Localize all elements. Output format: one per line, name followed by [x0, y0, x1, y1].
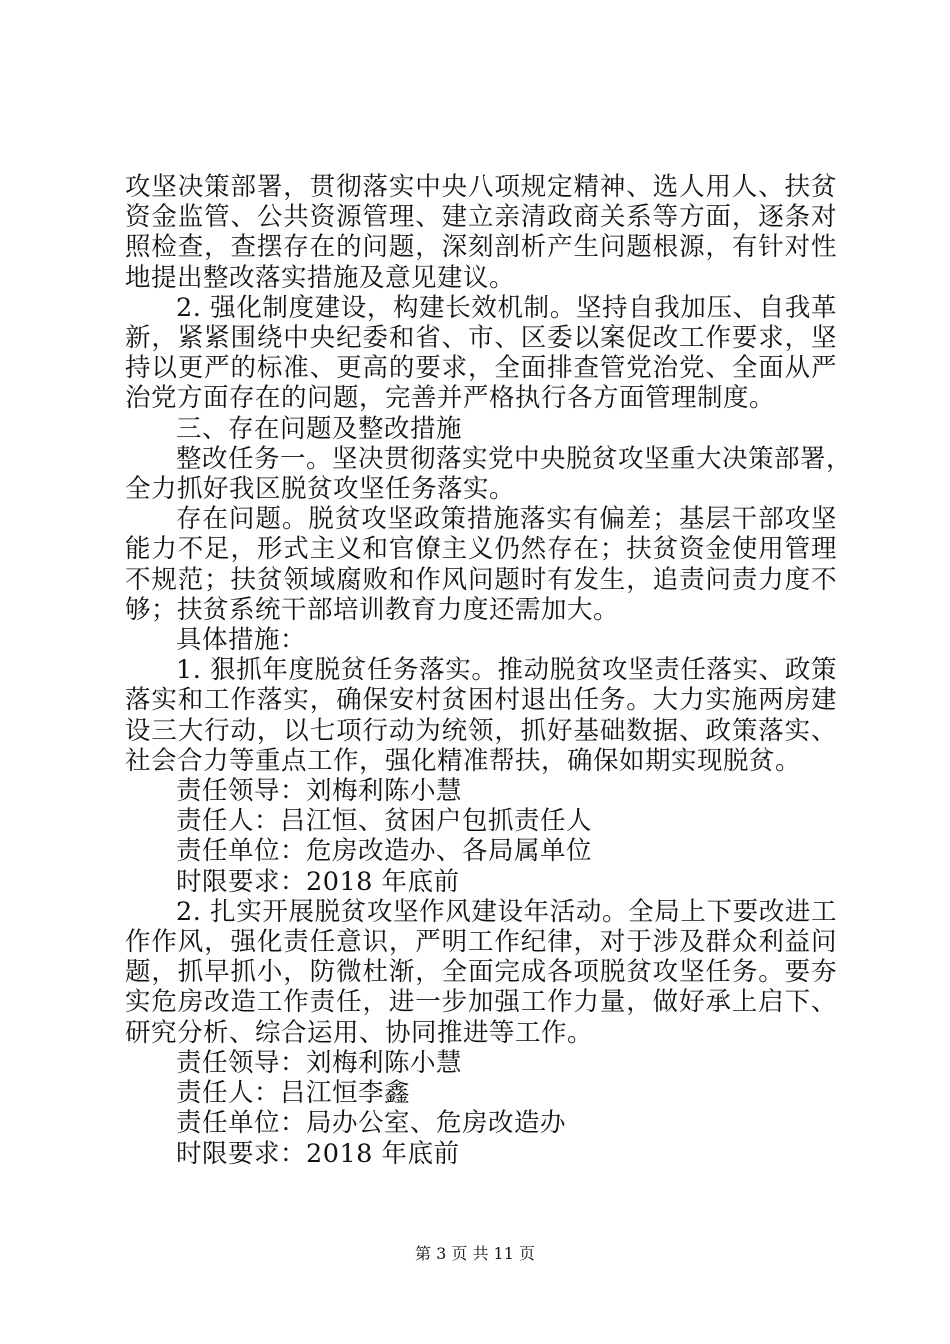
text-line: 照检查，查摆存在的问题，深刻剖析产生问题根源，有针对性	[125, 232, 837, 263]
text-line: 作作风，强化责任意识，严明工作纪律，对于涉及群众利益问	[125, 927, 837, 958]
text-line: 1. 狠抓年度脱贫任务落实。推动脱贫攻坚责任落实、政策	[176, 655, 837, 686]
text-line: 责任领导：刘梅利陈小慧	[176, 776, 463, 807]
text-line: 时限要求：2018 年底前	[176, 866, 460, 897]
text-line: 整改任务一。坚决贯彻落实党中央脱贫攻坚重大决策部署，	[176, 443, 853, 474]
text-line: 2. 强化制度建设，构建长效机制。坚持自我加压、自我革	[176, 292, 837, 323]
text-line: 能力不足，形式主义和官僚主义仍然存在；扶贫资金使用管理	[125, 534, 837, 565]
text-line: 具体措施：	[176, 625, 307, 656]
text-line: 落实和工作落实，确保安村贫困村退出任务。大力实施两房建	[125, 685, 837, 716]
text-line: 责任单位：危房改造办、各局属单位	[176, 836, 593, 867]
text-line: 实危房改造工作责任，进一步加强工作力量，做好承上启下、	[125, 987, 837, 1018]
text-line: 持以更严的标准、更高的要求，全面排查管党治党、全面从严	[125, 353, 837, 384]
text-line: 存在问题。脱贫攻坚政策措施落实有偏差；基层干部攻坚	[176, 504, 837, 535]
text-line: 研究分析、综合运用、协同推进等工作。	[125, 1017, 594, 1048]
text-line: 设三大行动，以七项行动为统领，抓好基础数据、政策落实、	[125, 715, 837, 746]
text-line: 治党方面存在的问题，完善并严格执行各方面管理制度。	[125, 383, 776, 414]
section-heading: 三、存在问题及整改措施	[176, 413, 463, 444]
page-number-footer: 第 3 页 共 11 页	[415, 1244, 535, 1263]
text-line: 够；扶贫系统干部培训教育力度还需加大。	[125, 594, 620, 625]
text-line: 攻坚决策部署，贯彻落实中央八项规定精神、选人用人、扶贫	[125, 172, 837, 202]
text-line: 责任人：吕江恒李鑫	[176, 1078, 411, 1109]
text-line: 责任领导：刘梅利陈小慧	[176, 1047, 463, 1078]
text-line: 资金监管、公共资源管理、建立亲清政商关系等方面，逐条对	[125, 202, 837, 233]
text-line: 责任人：吕江恒、贫困户包抓责任人	[176, 806, 593, 837]
text-line: 时限要求：2018 年底前	[176, 1138, 460, 1169]
text-line: 2. 扎实开展脱贫攻坚作风建设年活动。全局上下要改进工	[176, 896, 837, 927]
text-line: 社会合力等重点工作，强化精准帮扶，确保如期实现脱贫。	[125, 745, 802, 776]
text-line: 地提出整改落实措施及意见建议。	[125, 262, 516, 293]
text-line: 全力抓好我区脱贫攻坚任务落实。	[125, 474, 516, 505]
document-body	[125, 172, 853, 1169]
text-line: 不规范；扶贫领域腐败和作风问题时有发生，追责问责力度不	[125, 564, 837, 595]
text-line: 题，抓早抓小，防微杜渐，全面完成各项脱贫攻坚任务。要夯	[125, 957, 837, 988]
text-line: 新，紧紧围绕中央纪委和省、市、区委以案促改工作要求，坚	[125, 323, 837, 354]
text-line: 责任单位：局办公室、危房改造办	[176, 1108, 567, 1139]
